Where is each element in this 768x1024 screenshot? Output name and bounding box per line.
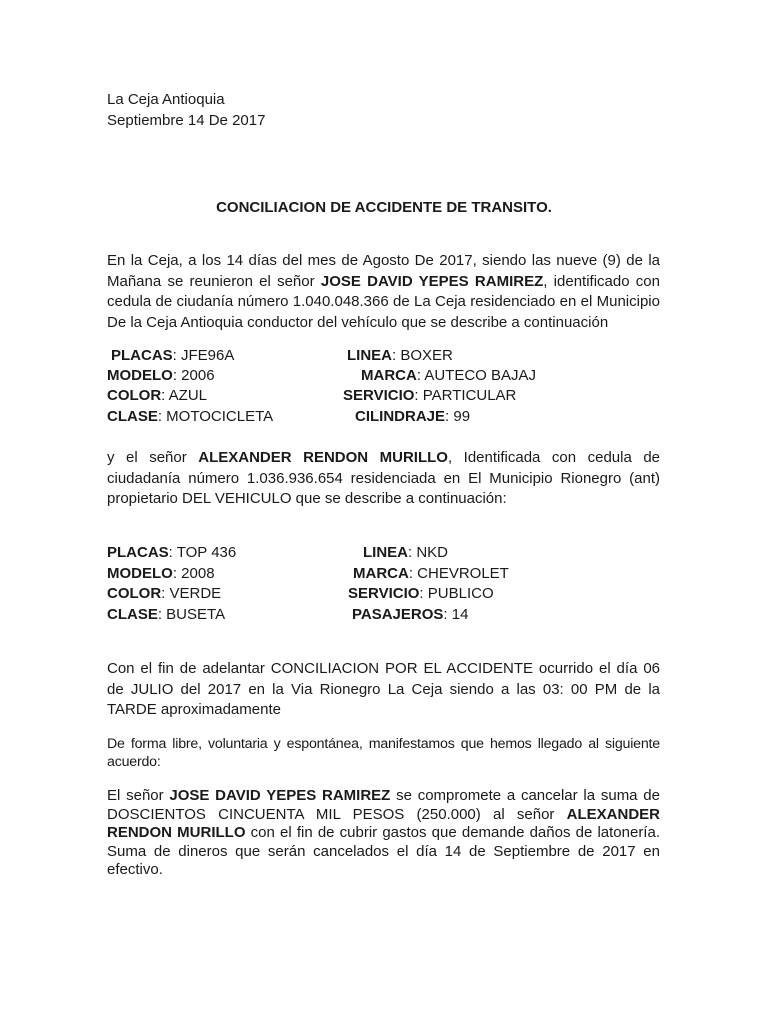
- field-marca: MARCA: AUTECO BAJAJ: [361, 367, 537, 384]
- person-name: JOSE DAVID YEPES RAMIREZ: [320, 272, 544, 290]
- paragraph-text: , identificado con cedula de ciudanía número 1.040.048.366 de La Ceja residenciado en el Municipio De la Ceja Antioquia conductor del vehículo que se describe a continuación: [107, 272, 660, 331]
- field-marca: MARCA: CHEVROLET: [353, 565, 509, 582]
- paragraph-text: se compromete a cancelar la suma de DOSCIENTOS CINCUENTA MIL PESOS (250.000) al señor: [107, 787, 660, 823]
- person-name: ALEXANDER RENDON MURILLO: [198, 449, 448, 466]
- header-block: [107, 90, 265, 131]
- header-place: La Ceja Antioquia: [107, 91, 225, 108]
- field-cilindraje: CILINDRAJE: 99: [355, 408, 471, 425]
- paragraph-text: El señor: [107, 787, 170, 804]
- person-name: ALEXANDER RENDON MURILLO: [107, 805, 660, 841]
- paragraph-text: En la Ceja, a los 14 días del mes de Agosto De 2017, siendo las nueve (9) de la Mañana se reunieron el señor: [107, 252, 660, 290]
- field-color: COLOR: VERDE: [107, 585, 222, 602]
- paragraph-text: y el señor: [107, 449, 199, 466]
- field-placas: PLACAS: TOP 436: [107, 544, 237, 561]
- paragraph-text: con el fin de cubrir gastos que demande daños de latonería. Suma de dineros que serán cancelados el día 14 de Septiembre de 2017 en efectivo.: [107, 824, 660, 878]
- field-servicio: SERVICIO: PARTICULAR: [343, 387, 517, 404]
- header-date: Septiembre 14 De 2017: [107, 111, 266, 129]
- paragraph-driver-1: [107, 251, 660, 333]
- document-title: CONCILIACION DE ACCIDENTE DE TRANSITO.: [216, 199, 552, 216]
- paragraph-agreement-intro: De forma libre, voluntaria y espontánea, manifestamos que hemos llegado al siguiente acuerdo:: [107, 736, 660, 770]
- field-pasajeros: PASAJEROS: 14: [352, 606, 469, 623]
- field-modelo: MODELO: 2008: [107, 565, 215, 582]
- person-name: JOSE DAVID YEPES RAMIREZ: [169, 787, 391, 804]
- paragraph-text: , Identificada con cedula de ciudadanía número 1.036.936.654 residenciada en El Municipio Rionegro (ant) propietario DEL VEHICULO que se describe a continuación:: [107, 449, 661, 507]
- field-modelo: MODELO: 2006: [107, 367, 215, 384]
- field-servicio: SERVICIO: PUBLICO: [348, 585, 494, 602]
- paragraph-agreement: [107, 787, 660, 880]
- field-linea: LINEA: BOXER: [347, 347, 453, 364]
- field-linea: LINEA: NKD: [363, 544, 449, 561]
- paragraph-accident: Con el fin de adelantar CONCILIACION POR EL ACCIDENTE ocurrido el día 06 de JULIO del 2017 en la Via Rionegro La Ceja siendo a las 03: 00 PM de la TARDE aproximadamente: [107, 660, 660, 718]
- field-clase: CLASE: MOTOCICLETA: [107, 408, 274, 425]
- paragraph-driver-2: [107, 448, 660, 510]
- field-clase: CLASE: BUSETA: [107, 606, 226, 623]
- field-placas: PLACAS: JFE96A: [111, 347, 235, 364]
- field-color: COLOR: AZUL: [107, 387, 208, 404]
